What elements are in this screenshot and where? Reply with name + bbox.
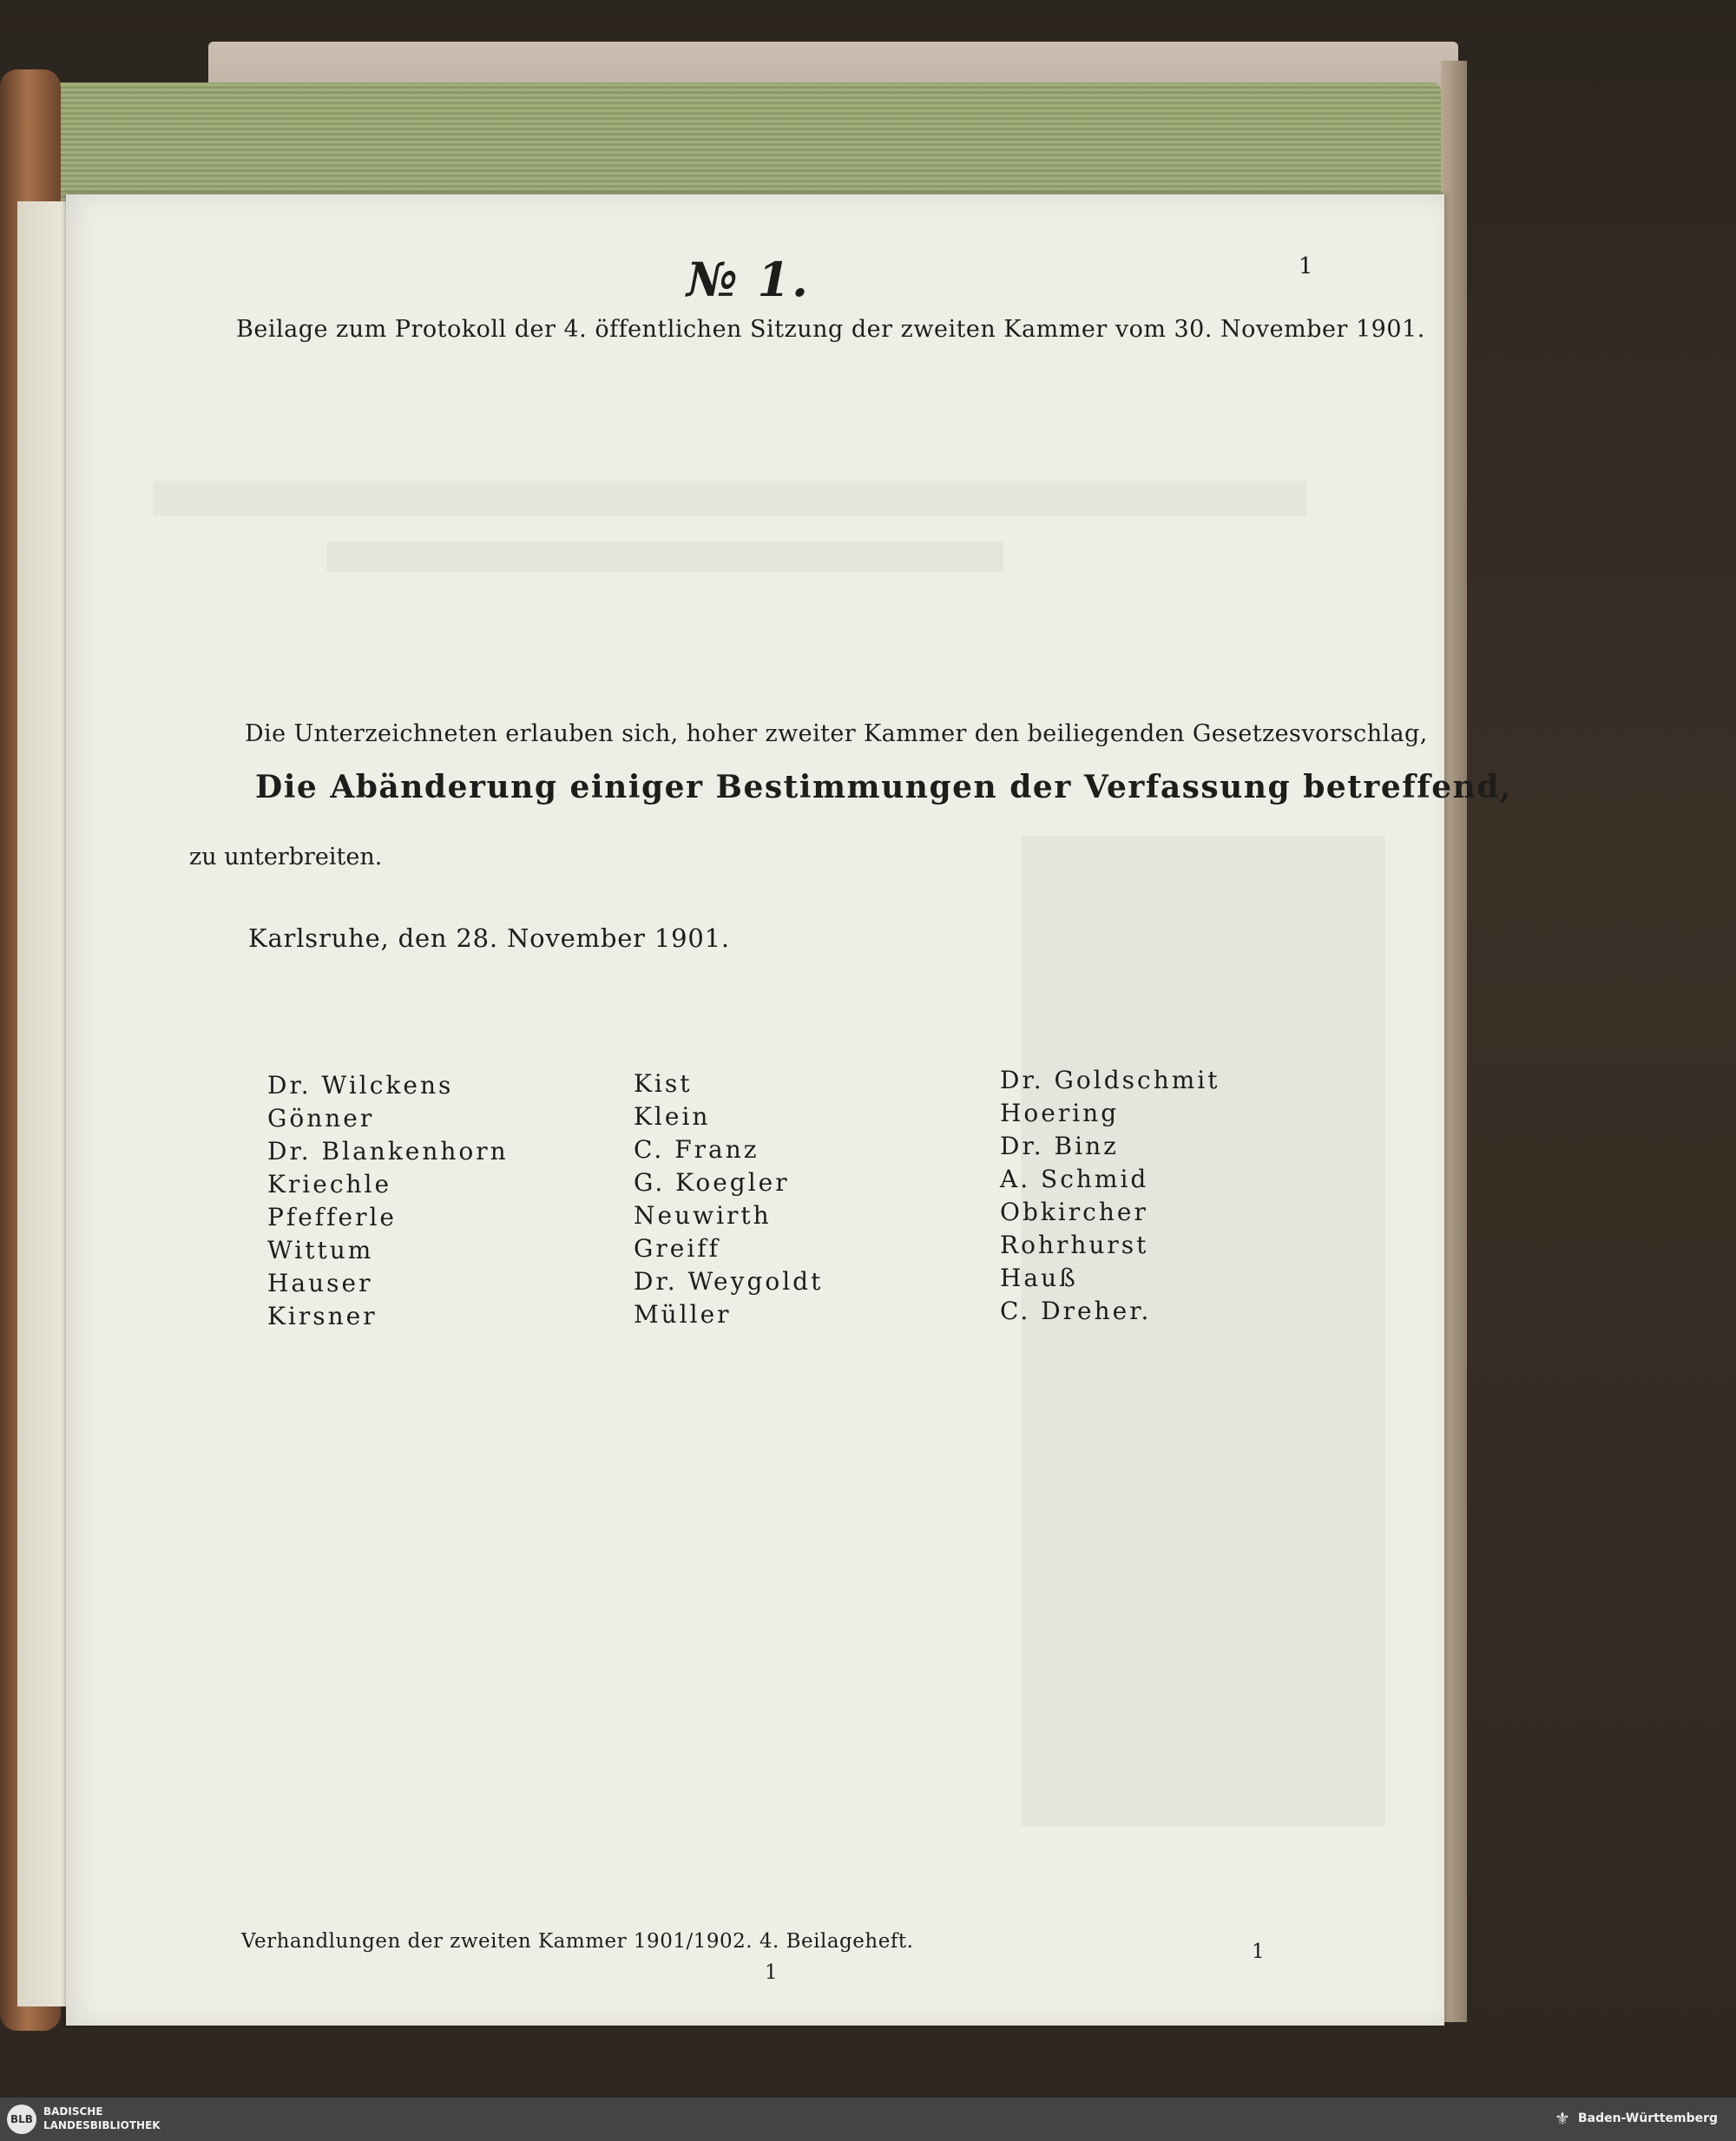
subject-heading: Die Abänderung einiger Bestimmungen der Verfassung betreffend, <box>255 769 1513 805</box>
signature: A. Schmid <box>1000 1165 1149 1193</box>
coat-of-arms-icon[interactable]: ⚜ <box>1555 2108 1570 2129</box>
library-footer-bar <box>0 2098 1736 2141</box>
signature: Kriechle <box>267 1170 392 1199</box>
blb-logo-icon[interactable]: BLB <box>7 2105 36 2134</box>
signature: Obkircher <box>1000 1198 1148 1226</box>
signature: Kist <box>634 1069 693 1098</box>
signature: Dr. Goldschmit <box>1000 1066 1220 1094</box>
signature: Gönner <box>267 1104 375 1133</box>
footer-text: Verhandlungen der zweiten Kammer 1901/1902. 4. Beilageheft. <box>241 1930 914 1953</box>
book-right-cover <box>1441 61 1467 2022</box>
signature: Hauser <box>267 1269 373 1297</box>
library-name-line2: LANDESBIBLIOTHEK <box>43 2119 161 2131</box>
signature: Neuwirth <box>634 1201 772 1230</box>
signature: Dr. Wilckens <box>267 1071 454 1100</box>
footer-page-number: 1 <box>765 1961 778 1984</box>
document-number: № 1. <box>687 252 810 307</box>
signature: Dr. Blankenhorn <box>267 1137 509 1166</box>
signature: Dr. Weygoldt <box>634 1267 824 1296</box>
library-name[interactable] <box>43 2105 161 2132</box>
document-page <box>66 194 1513 2026</box>
bleed-through <box>326 542 1003 572</box>
signature: Dr. Binz <box>1000 1132 1119 1160</box>
signature: G. Koegler <box>634 1168 790 1197</box>
intro-line: Die Unterzeichneten erlauben sich, hoher zweiter Kammer den beiliegenden Gesetzesvorschlag, <box>245 720 1428 747</box>
library-name-line1: BADISCHE <box>43 2105 103 2118</box>
beilage-line: Beilage zum Protokoll der 4. öffentlichen Sitzung der zweiten Kammer vom 30. November 1901. <box>236 316 1425 343</box>
book-page-edges <box>26 82 1441 204</box>
signature: Rohrhurst <box>1000 1231 1149 1259</box>
page-number-top: 1 <box>1299 253 1313 279</box>
bleed-through <box>153 481 1307 516</box>
signature: C. Franz <box>634 1135 760 1164</box>
closing-line: zu unterbreiten. <box>189 844 383 870</box>
bleed-through <box>1021 837 1385 1826</box>
signature: Klein <box>634 1102 711 1131</box>
signature: C. Dreher. <box>1000 1297 1152 1325</box>
footer-page-number-right: 1 <box>1252 1941 1265 1963</box>
left-page-edge <box>17 201 69 2006</box>
signature: Hauß <box>1000 1264 1078 1292</box>
signature: Wittum <box>267 1236 374 1264</box>
signature: Pfefferle <box>267 1203 397 1231</box>
signature: Müller <box>634 1300 732 1329</box>
signature: Hoering <box>1000 1099 1120 1127</box>
signature: Kirsner <box>267 1302 378 1330</box>
signature: Greiff <box>634 1234 721 1263</box>
state-name[interactable]: Baden-Württemberg <box>1578 2111 1719 2125</box>
place-date: Karlsruhe, den 28. November 1901. <box>248 923 730 953</box>
